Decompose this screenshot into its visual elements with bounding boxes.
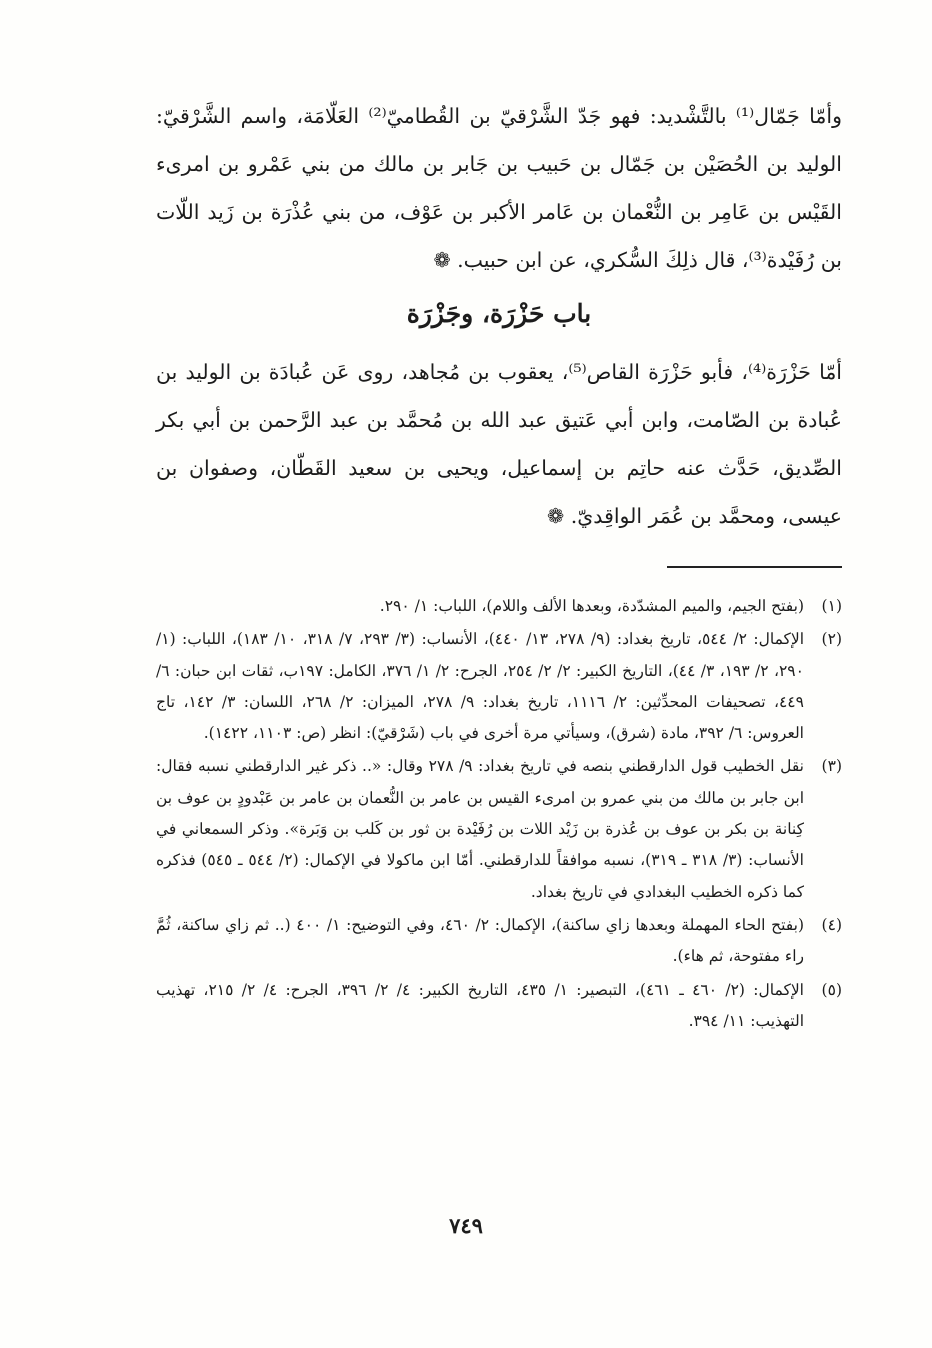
footnote-text: (بفتح الجيم، والميم المشدّدة، وبعدها الألف واللام)، اللباب: ١/ ٢٩٠. xyxy=(379,597,804,615)
main-text xyxy=(156,92,842,540)
section-heading: باب حَزْرَة، وجَزْرَة xyxy=(406,299,592,328)
footnote-number: (١) xyxy=(821,597,842,615)
footnote-separator xyxy=(667,566,842,568)
footnote-4 xyxy=(156,910,842,973)
footnote-text: نقل الخطيب قول الدارقطني بنصه في تاريخ بغداد: ٩/ ٢٧٨ وقال: «.. ذكر غير الدارقطني نسبه فقال: ابن جابر بن مالك من بني عمرو بن امرىء القيس بن عامر بن النُّعمان بن عامر بن عَبْدودٍ بن عوف بن كِنانة بن بكر بن عوف بن عُذرة بن زَيْد اللات بن رُفَيْدة بن ثور بن كَلب بن وَبَرة». وذكر السمعاني في الأنساب: (٣/ ٣١٨ ـ ٣١٩)، نسبه موافقاً للدارقطني. أمّا ابن ماكولا في الإكمال: (٢/ ٥٤٤ ـ ٥٤٥) فذكره كما ذكره الخطيب البغدادي في تاريخ بغداد. xyxy=(156,757,804,901)
footnote-text: الإكمال: ٢/ ٥٤٤، تاريخ بغداد: (٩/ ٢٧٨، ١٣/ ٤٤٠)، الأنساب: (٣/ ٢٩٣، ٧/ ٣١٨، ١٠/ ١٨٣)، اللباب: (١/ ٢٩٠، ٢/ ١٩٣، ٣/ ٤٤)، التاريخ الكبير: ٢/ ٢/ ٢٥٤، الجرح: ٢/ ١/ ٣٧٦، الكامل: ١٩٧ب، ثقات ابن حبان: ٦/ ٤٤٩، تصحيفات المحدِّثين: ٢/ ١١١٦، تاريخ بغداد: ٩/ ٢٧٨، الميزان: ٢/ ٢٦٨، اللسان: ٣/ ١٤٢، تاج العروس: ٦/ ٣٩٢، مادة (شرق)، وسيأتي مرة أخرى في باب (شَرْقيّ): انظر (ص: ١١٠٣، ١٤٢٢). xyxy=(156,630,805,743)
footnote-2 xyxy=(156,624,842,749)
paragraph-hazrah: أمّا حَزْرَة⁽⁴⁾، فأبو حَزْرَة القاص⁽⁵⁾، يعقوب بن مُجاهد، روى عَن عُبادَة بن الوليد بن عُبادة بن الصّامت، وابن أبي عَتيق عبد الله بن مُحمَّد بن عبد الرَّحمن بن أبي بكر الصِّديق، حَدَّث عنه حاتِم بن إسماعيل، ويحيى بن سعيد القَطّان، وصفوان بن عيسى، ومحمَّد بن عُمَر الواقِديّ. ❁ xyxy=(156,360,842,528)
footnote-number: (٤) xyxy=(821,915,842,934)
footnote-text: (بفتح الحاء المهملة وبعدها زاي ساكنة)، الإكمال: ٢/ ٤٦٠، وفي التوضيح: ١/ ٤٠٠ (.. ثم زاي ساكنة، ثُمَّ راء مفتوحة، ثم هاء). xyxy=(156,915,804,966)
footnote-number: (٥) xyxy=(821,980,842,999)
footnote-number: (٢) xyxy=(821,630,842,649)
footnote-text: الإكمال: (٢/ ٤٦٠ ـ ٤٦١)، التبصير: ١/ ٤٣٥، التاريخ الكبير: ٤/ ٢/ ٣٩٦، الجرح: ٤/ ٢/ ٢١٥، تهذيب التهذيب: ١١/ ٣٩٤. xyxy=(156,980,804,1030)
paragraph-jammal: وأمّا جَمّال⁽¹⁾ بالتَّشْديد: فهو جَدّ الشَّرْقيّ بن القُطاميّ⁽²⁾ العَلّامَة، واسم الشَّرْقيّ: الوليد بن الحُصَيْن بن جَمّال بن حَبيب بن جَابر بن مالك من بني عَمْرو بن امرىء القَيْس بن عَامِر بن النُّعْمان بن عَامر الأكبر بن عَوْف، من بني عُذْرَة بن زَيد اللّات بن رُفَيْدة⁽³⁾، قال ذلِكَ السُّكري، عن ابن حبيب. ❁ xyxy=(156,104,842,272)
page-number: ٧٤٩ xyxy=(449,1213,483,1238)
footnote-number: (٣) xyxy=(821,757,842,776)
footnote-5 xyxy=(156,975,842,1038)
footnotes xyxy=(156,591,842,1039)
footnote-3 xyxy=(156,751,842,907)
footnote-1 xyxy=(156,591,842,622)
